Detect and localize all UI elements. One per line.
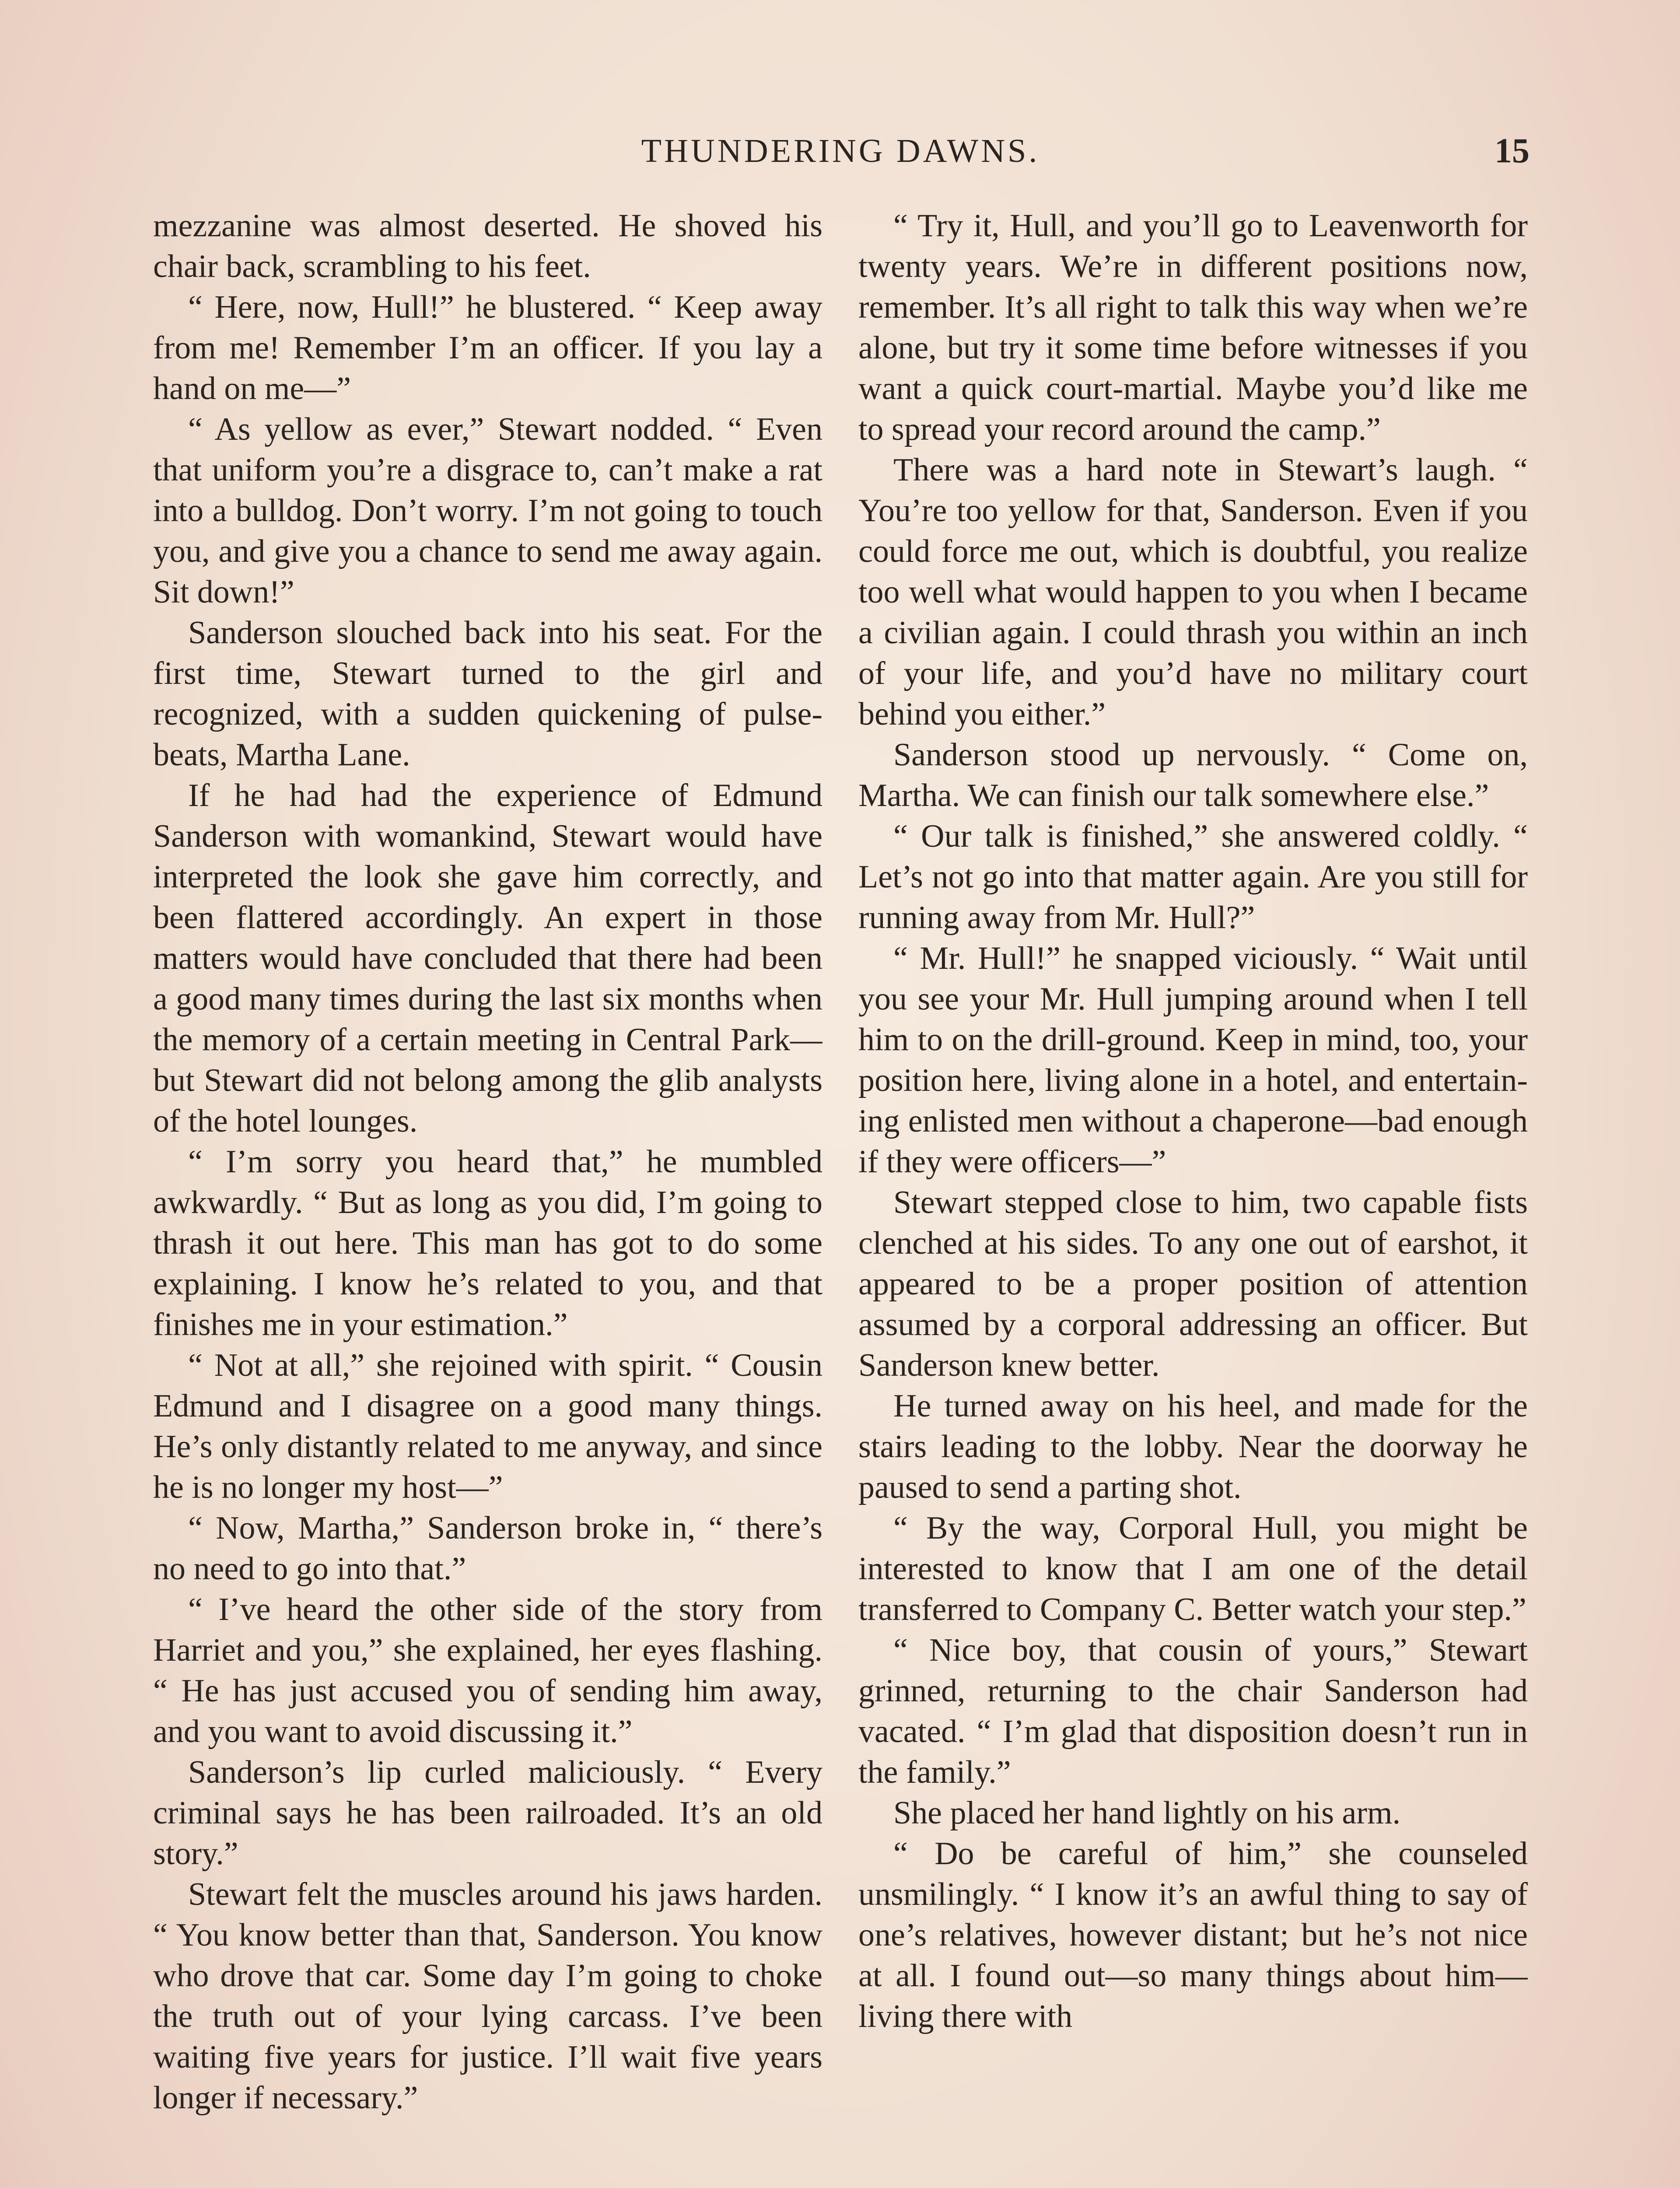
left-column: [153, 206, 822, 2188]
paragraph: He turned away on his heel, and made for the stairs leading to the lobby. Near the doorway he paused to send a parting shot.: [858, 1388, 1528, 1505]
paragraph: “ Do be careful of him,” she counseled unsmilingly. “ I know it’s an awful thing to say of one’s relatives, however distant; but he’s not nice at all. I found out—so many things about him—living there with: [858, 1836, 1528, 2034]
paragraph: She placed her hand lightly on his arm.: [893, 1795, 1401, 1831]
paragraph: Sanderson slouched back into his seat. For the first time, Stewart turned to the girl and recognized, with a sudden quickening of pulse-beats, Martha Lane.: [153, 615, 822, 773]
paragraph: “ I’ve heard the other side of the story from Harriet and you,” she explained, her eyes flashing. “ He has just accused you of sending him away, and you want to avoid discussing it.”: [153, 1592, 822, 1750]
paragraph: mezzanine was almost deserted. He shoved his chair back, scrambling to his feet.: [153, 208, 822, 284]
paragraph: Sanderson stood up nervously. “ Come on, Martha. We can finish our talk somewhere else.”: [858, 737, 1528, 813]
running-title: THUNDERING DAWNS.: [641, 133, 1040, 169]
paragraph: “ Nice boy, that cousin of yours,” Stewart grinned, returning to the chair Sanderson had vacated. “ I’m glad that disposition doesn’t run in the family.”: [858, 1632, 1528, 1790]
paragraph: “ Not at all,” she rejoined with spirit. “ Cousin Edmund and I disagree on a good many things. He’s only distantly related to me anyway, and since he is no longer my host—”: [153, 1347, 822, 1505]
paragraph: Stewart stepped close to him, two capable fists clenched at his sides. To any one out of earshot, it appeared to be a proper position of attention assumed by a corporal addressing an officer. But Sanderson knew better.: [858, 1185, 1528, 1383]
page-number: 15: [1494, 132, 1530, 170]
paragraph: If he had had the experience of Edmund Sanderson with womankind, Stewart would have interpreted the look she gave him correctly, and been flattered accordingly. An expert in those matters would have concluded that there had been a good many times during the last six months when the memory of a certain meeting in Central Park—but Stewart did not belong among the glib analysts of the hotel lounges.: [153, 778, 822, 1139]
paragraph: Sanderson’s lip curled maliciously. “ Every criminal says he has been railroaded. It’s an old story.”: [153, 1754, 822, 1872]
paragraph: “ Try it, Hull, and you’ll go to Leavenworth for twenty years. We’re in different positions now, remember. It’s all right to talk this way when we’re alone, but try it some time before witnesses if you want a quick court-martial. Maybe you’d like me to spread your record around the camp.”: [858, 208, 1528, 447]
paragraph: “ Our talk is finished,” she answered coldly. “ Let’s not go into that matter again. Are you still for running away from Mr. Hull?”: [858, 818, 1528, 936]
paragraph: “ Here, now, Hull!” he blustered. “ Keep away from me! Remember I’m an officer. If you lay a hand on me—”: [153, 289, 822, 407]
paragraph: “ Mr. Hull!” he snapped viciously. “ Wait until you see your Mr. Hull jumping around when I tell him to on the drill-ground. Keep in mind, too, your position here, living alone in a hotel, and entertaining enlisted men without a chaperone—bad enough if they were officers—”: [858, 940, 1528, 1180]
paragraph: “ I’m sorry you heard that,” he mumbled awkwardly. “ But as long as you did, I’m going to thrash it out here. This man has got to do some explaining. I know he’s related to you, and that finishes me in your estimation.”: [153, 1144, 822, 1343]
paragraph: Stewart felt the muscles around his jaws harden. “ You know better than that, Sanderson. You know who drove that car. Some day I’m going to choke the truth out of your lying carcass. I’ve been waiting five years for justice. I’ll wait five years longer if necessary.”: [153, 1876, 822, 2116]
paragraph: “ As yellow as ever,” Stewart nodded. “ Even that uniform you’re a disgrace to, can’t make a rat into a bulldog. Don’t worry. I’m not going to touch you, and give you a chance to send me away again. Sit down!”: [153, 411, 822, 610]
right-column: [858, 206, 1528, 2188]
paragraph: “ Now, Martha,” Sanderson broke in, “ there’s no need to go into that.”: [153, 1510, 822, 1587]
page-header: [151, 127, 1530, 179]
paragraph: “ By the way, Corporal Hull, you might be interested to know that I am one of the detail transferred to Company C. Better watch your step.”: [858, 1510, 1528, 1627]
paragraph: There was a hard note in Stewart’s laugh. “ You’re too yellow for that, Sanderson. Even if you could force me out, which is doubtful, you realize too well what would happen to you when I became a civilian again. I could thrash you within an inch of your life, and you’d have no military court behind you either.”: [858, 452, 1528, 732]
